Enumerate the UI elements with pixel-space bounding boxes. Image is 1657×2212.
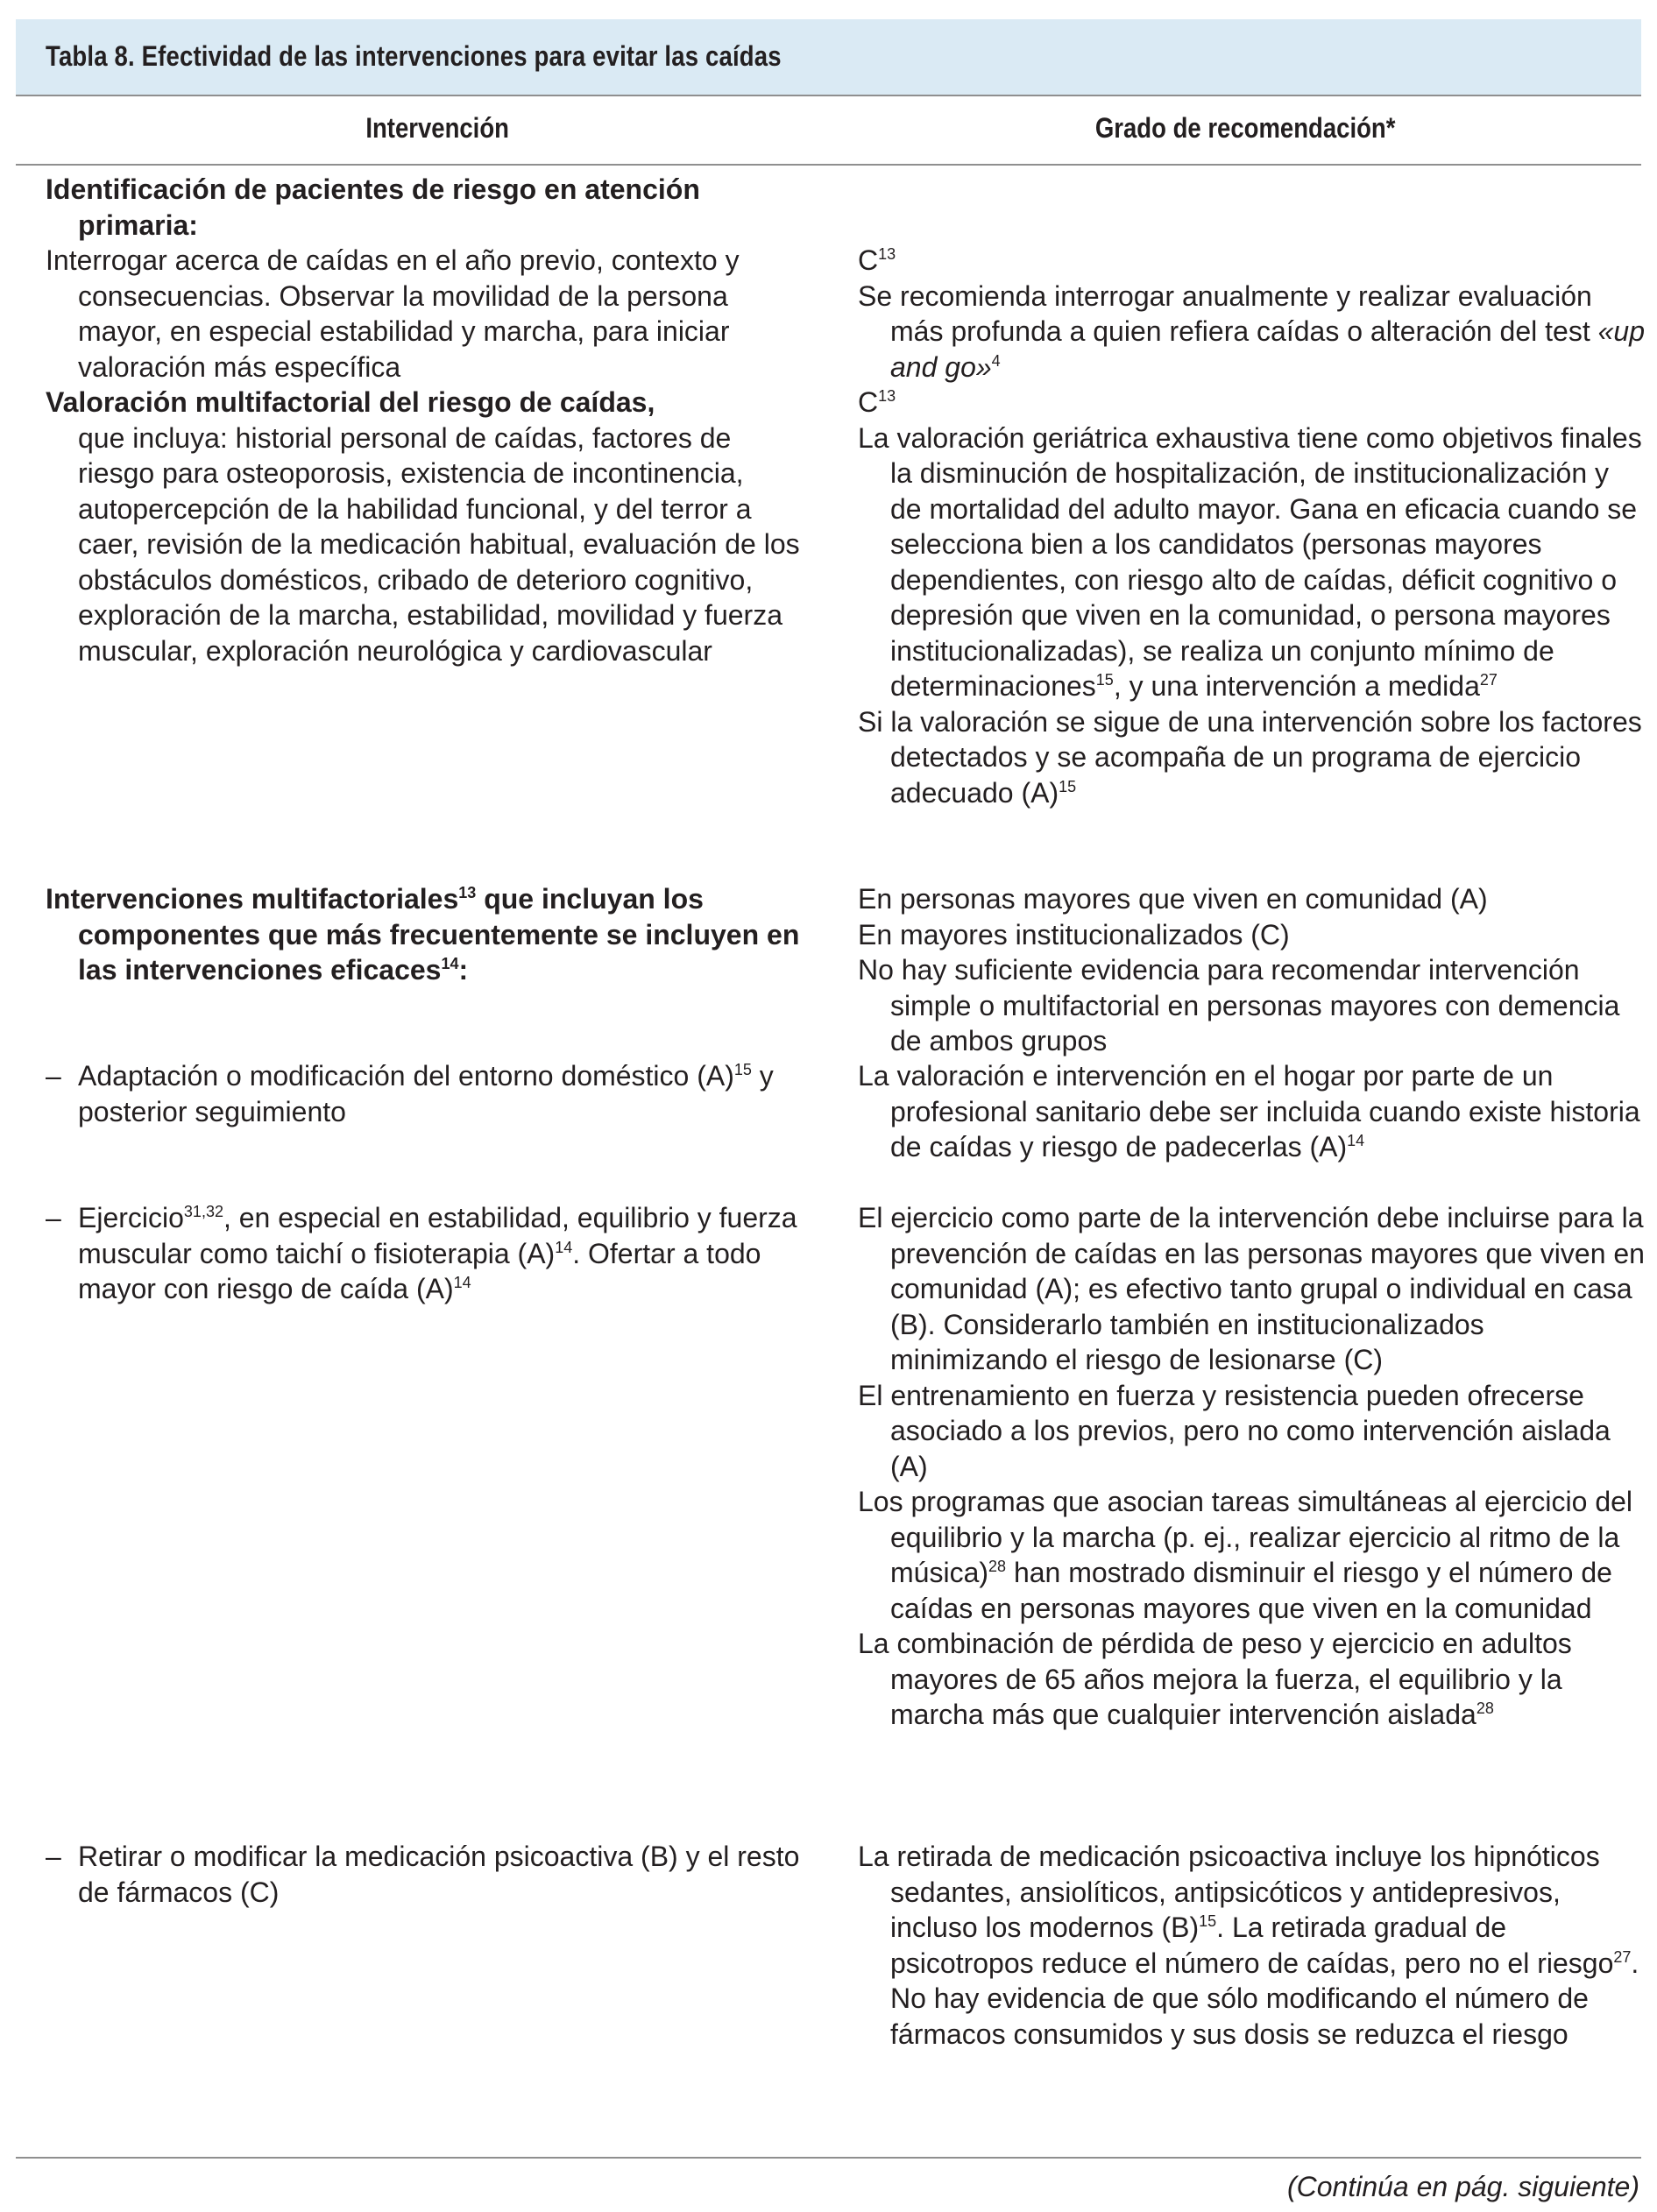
continuation-note: (Continúa en pág. siguiente): [1286, 2171, 1639, 2202]
row-grade-note: La retirada de medicación psicoactiva incluye los hipnóticos sedantes, ansiolíticos, antipsicóticos y antidepresivos, incluso los modernos $(B)^{15}$. La retirada gradual de psicotropos reduce el número de caídas, pero no el riesgo$^{27}$. No hay evidencia de que sólo modificando el número de fármacos consumidos y sus dosis se reduzca el riesgo: [858, 1841, 1639, 2050]
column-header-grade: Grado de recomendación*: [1094, 112, 1396, 144]
column-header-intervention: Intervención: [365, 112, 509, 144]
row-grade-note: Se recomienda interrogar anualmente y realizar evaluación más profunda a quien refiera caídas o alteración del test «up and go»$^4$: [858, 279, 1645, 383]
table-row: [0, 1839, 1657, 2050]
row-grade-note: Si la valoración se sigue de una intervención sobre los factores detectados y se acompaña de un programa de ejercicio adecuado $(A)^{15}$: [858, 705, 1642, 809]
header-divider: [16, 164, 1641, 166]
row-intervention-text: – Retirar o modificar la medicación psicoactiva (B) y el resto de fármacos (C): [46, 1841, 800, 1908]
row-heading: Valoración multifactorial del riesgo de caídas,: [46, 386, 655, 418]
table-row: [0, 881, 1657, 1058]
row-intervention-text: – Ejercicio$^{31,32}$, en especial en estabilidad, equilibrio y fuerza muscular como taichí o fisioterapia $(A)^{14}$. Ofertar a todo mayor con riesgo de caída $(A)^{14}$: [46, 1202, 797, 1304]
row-heading: Identificación de pacientes de riesgo en atención primaria:: [46, 173, 700, 241]
row-intervention-text: – Adaptación o modificación del entorno doméstico $(A)^{15}$ y posterior seguimiento: [46, 1060, 774, 1127]
row-grade-note: En personas mayores que viven en comunidad (A): [858, 883, 1488, 915]
row-intervention-text: que incluya: historial personal de caídas, factores de riesgo para osteoporosis, existencia de incontinencia, autopercepción de la habilidad funcional, y del terror a caer, revisión de la medicación habitual, evaluación de los obstáculos domésticos, cribado de deterioro cognitivo, exploración de la marcha, estabilidad, movilidad y fuerza muscular, exploración neurológica y cardiovascular: [78, 421, 800, 667]
row-grade: $C^{13}$: [858, 386, 896, 418]
row-grade-note: El ejercicio como parte de la intervención debe incluirse para la prevención de caídas en las personas mayores que viven en comunidad (A); es efectivo tanto grupal o individual en casa (B). Considerarlo también en institucionalizados minimizando el riesgo de lesionarse (C): [858, 1202, 1645, 1375]
table-bottom-rule: [16, 2157, 1641, 2159]
table-body: [0, 172, 1657, 2050]
row-intervention-text: Interrogar acerca de caídas en el año previo, contexto y consecuencias. Observar la movilidad de la persona mayor, en especial estabilidad y marcha, para iniciar valoración más específica: [46, 244, 740, 383]
table-title: Tabla 8. Efectividad de las intervenciones para evitar las caídas: [46, 40, 782, 72]
row-grade-note: En mayores institucionalizados (C): [858, 918, 1290, 951]
row-grade-note: No hay suficiente evidencia para recomendar intervención simple o multifactorial en personas mayores con demencia de ambos grupos: [858, 954, 1620, 1057]
row-grade-note: El entrenamiento en fuerza y resistencia pueden ofrecerse asociado a los previos, pero no como intervención aislada (A): [858, 1379, 1611, 1482]
row-grade-note: La combinación de pérdida de peso y ejercicio en adultos mayores de 65 años mejora la fuerza, el equilibrio y la marcha más que cualquier intervención aislada$^{28}$: [858, 1628, 1572, 1730]
table-title-bar: [16, 19, 1641, 96]
row-grade: $C^{13}$: [858, 244, 896, 276]
row-heading: Intervenciones multifactoriales$^{13}$ que incluyan los componentes que más frecuentemente se incluyen en las intervenciones eficaces$^{14}$:: [46, 883, 800, 986]
table-row: [0, 1058, 1657, 1200]
table-row: [0, 1200, 1657, 1839]
row-grade-note: La valoración e intervención en el hogar por parte de un profesional sanitario debe ser incluida cuando existe historia de caídas y riesgo de padecerlas $(A)^{14}$: [858, 1060, 1640, 1163]
table-row: [0, 172, 1657, 385]
row-grade-note: Los programas que asocian tareas simultáneas al ejercicio del equilibrio y la marcha (p. ej., realizar ejercicio al ritmo de la música)$^{28}$ han mostrado disminuir el riesgo y el número de caídas en personas mayores que viven en la comunidad: [858, 1486, 1633, 1624]
row-grade-note: La valoración geriátrica exhaustiva tiene como objetivos finales la disminución de hospitalización, de institucionalización y de mortalidad del adulto mayor. Gana en eficacia cuando se selecciona bien a los candidatos (personas mayores dependientes, con riesgo alto de caídas, déficit cognitivo o depresión que viven en la comunidad, o persona mayores institucionalizadas), se realiza un conjunto mínimo de determinaciones$^{15}$, y una intervención a medida$^{27}$: [858, 421, 1642, 702]
table-row: [0, 385, 1657, 881]
